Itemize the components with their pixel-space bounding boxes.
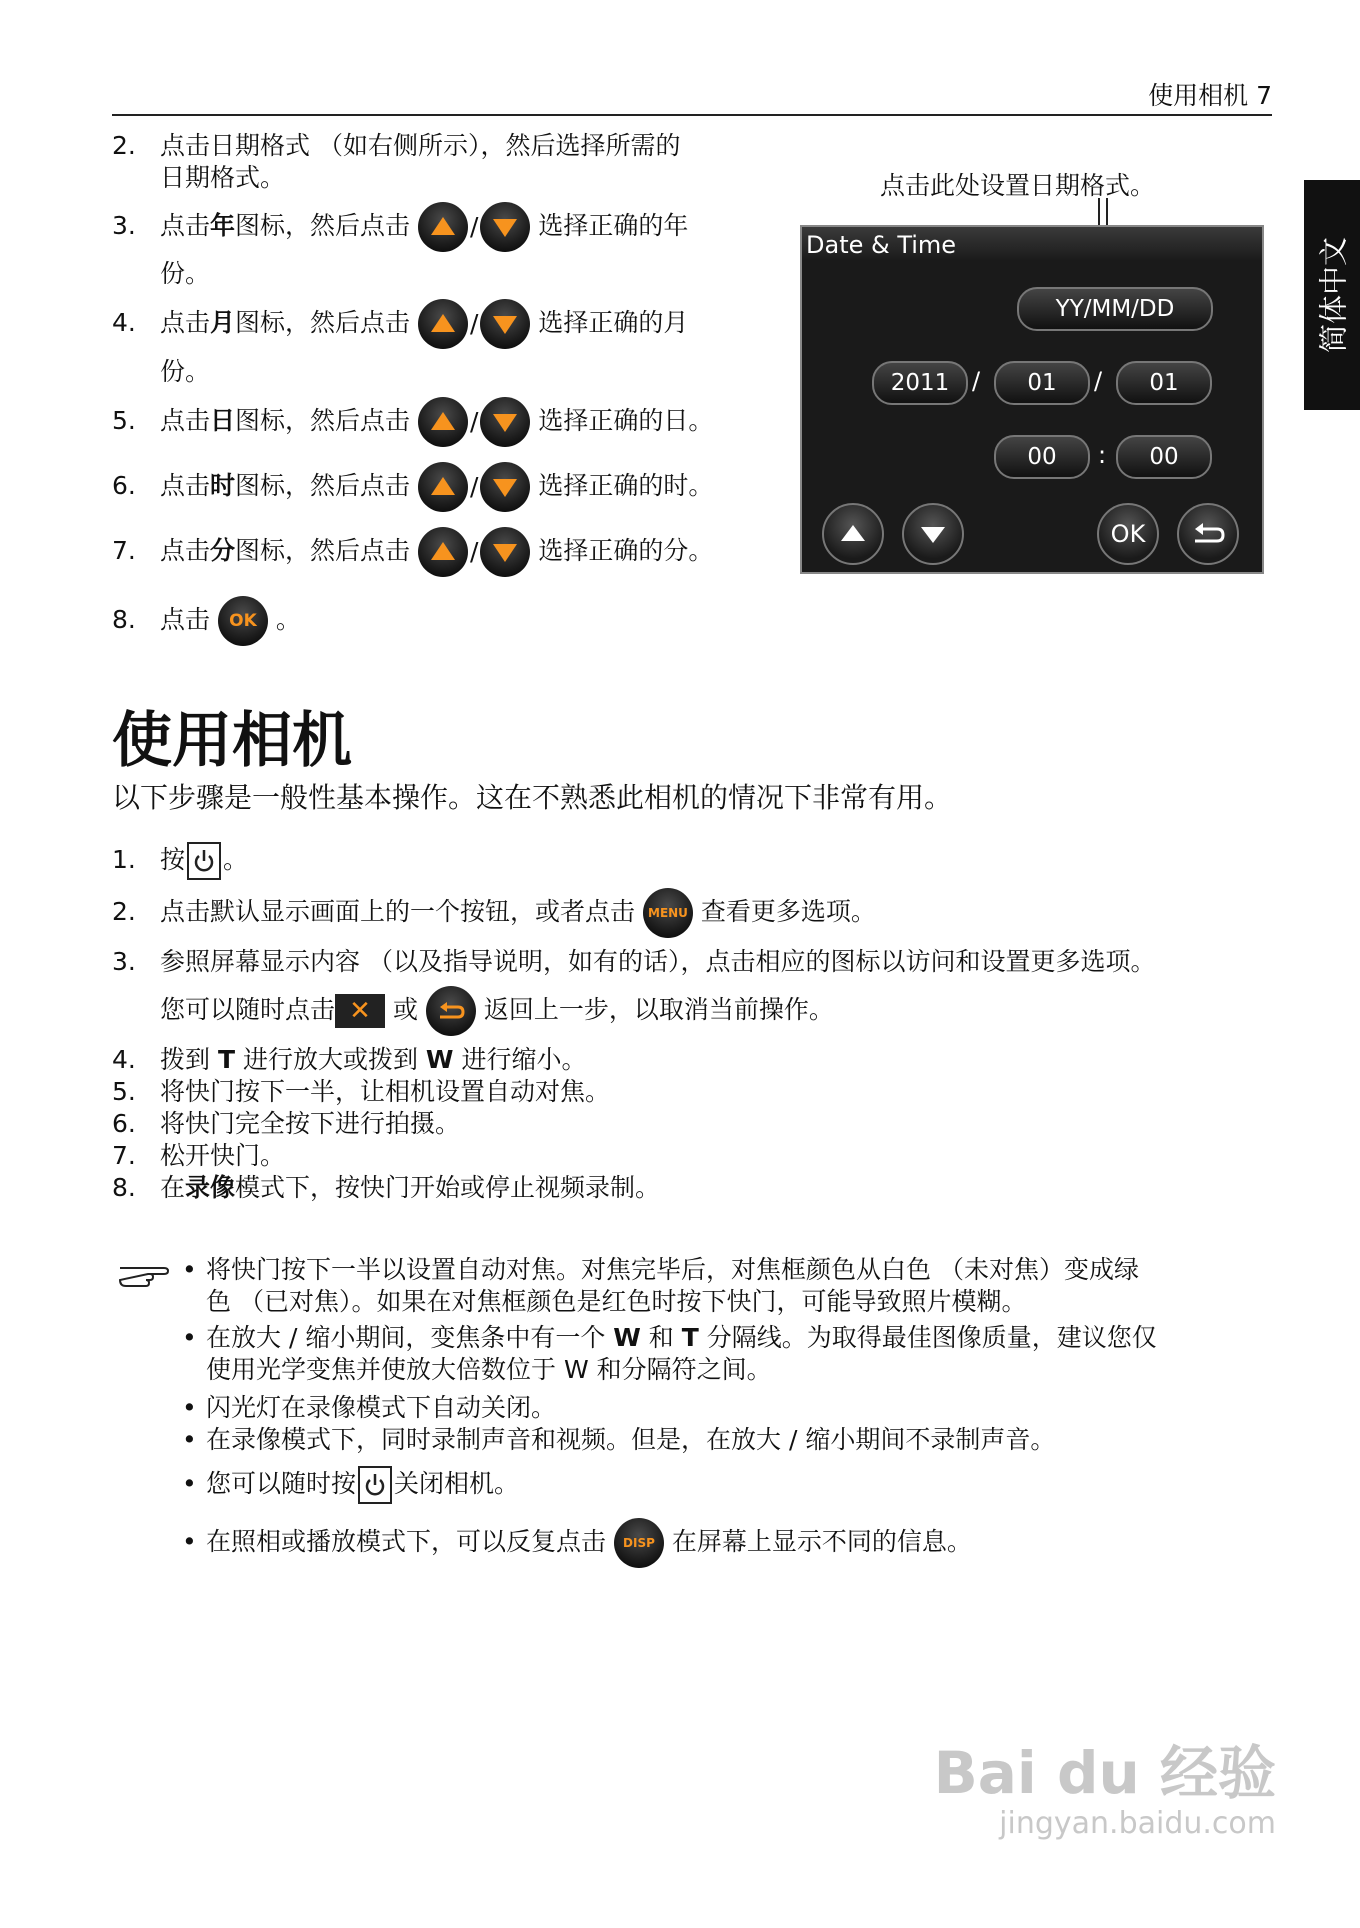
step-number: 3. (112, 211, 136, 240)
minute-button[interactable]: 00 (1116, 435, 1212, 479)
note-text: 使用光学变焦并使放大倍数位于 W 和分隔符之间。 (206, 1355, 772, 1384)
step-text: 点击月图标，然后点击 / 选择正确的月 (160, 297, 688, 350)
watermark (934, 1740, 1276, 1842)
date-separator: / (1094, 367, 1103, 395)
day-button[interactable]: 01 (1116, 361, 1212, 405)
up-arrow-icon (418, 299, 468, 349)
up-arrow-icon (418, 462, 468, 512)
note-text: 在录像模式下，同时录制声音和视频。但是，在放大 / 缩小期间不录制声音。 (206, 1425, 1056, 1454)
page-header (112, 76, 1272, 116)
disp-button-icon: DISP (614, 1518, 664, 1568)
down-arrow-icon (480, 202, 530, 252)
header-title: 使用相机 7 (1148, 81, 1272, 110)
back-button[interactable] (1177, 503, 1239, 565)
step-text: 点击日期格式 （如右侧所示），然后选择所需的 (160, 131, 681, 160)
down-button[interactable] (902, 503, 964, 565)
step-text: 点击分图标，然后点击 / 选择正确的分。 (160, 525, 713, 578)
ok-button-icon: OK (218, 596, 268, 646)
step-number: 2. (112, 897, 136, 926)
step-number: 6. (112, 1109, 136, 1138)
step-text: 在录像模式下，按快门开始或停止视频录制。 (160, 1173, 661, 1202)
step-number: 2. (112, 131, 136, 160)
up-arrow-icon (418, 397, 468, 447)
step-number: 4. (112, 1045, 136, 1074)
down-arrow-icon (904, 505, 962, 563)
step-text: 点击默认显示画面上的一个按钮，或者点击 MENU 查看更多选项。 (160, 886, 876, 938)
close-icon: ✕ (335, 994, 385, 1028)
hour-button[interactable]: 00 (994, 435, 1090, 479)
up-arrow-icon (418, 202, 468, 252)
note-text: 闪光灯在录像模式下自动关闭。 (206, 1393, 557, 1422)
step-number: 6. (112, 471, 136, 500)
return-arrow-icon (1179, 505, 1237, 563)
step-number: 4. (112, 308, 136, 337)
note-text: 在照相或播放模式下，可以反复点击 DISP 在屏幕上显示不同的信息。 (206, 1516, 972, 1568)
month-button[interactable]: 01 (994, 361, 1090, 405)
section-intro: 以下步骤是一般性基本操作。这在不熟悉此相机的情况下非常有用。 (112, 781, 953, 814)
power-icon (187, 842, 221, 880)
watermark-url: jingyan.baidu.com (999, 1806, 1276, 1841)
step-text: 点击时图标，然后点击 / 选择正确的时。 (160, 460, 713, 513)
step-number: 8. (112, 605, 136, 634)
ok-button[interactable]: OK (1097, 503, 1159, 565)
step-text: 按 。 (160, 840, 248, 880)
step-text: 份。 (160, 357, 211, 386)
note-text: 将快门按下一半以设置自动对焦。对焦完毕后，对焦框颜色从白色 （未对焦）变成绿 (206, 1255, 1139, 1284)
date-format-button[interactable]: YY/MM/DD (1017, 287, 1213, 331)
watermark-brand: Bai du 经验 (933, 1739, 1276, 1807)
step-text: 份。 (160, 259, 211, 288)
date-time-screen (800, 225, 1264, 574)
date-separator: / (972, 367, 981, 395)
step-text: 点击日图标，然后点击 / 选择正确的日。 (160, 395, 713, 448)
step-text: 您可以随时点击 ✕ 或 返回上一步，以取消当前操作。 (160, 984, 834, 1036)
time-separator: : (1098, 441, 1107, 469)
note-text: 色 （已对焦）。如果在对焦框颜色是红色时按下快门，可能导致照片模糊。 (206, 1287, 1027, 1316)
note-text: 在放大 / 缩小期间，变焦条中有一个 W 和 T 分隔线。为取得最佳图像质量，建议您仅 (206, 1323, 1157, 1352)
up-arrow-icon (418, 527, 468, 577)
section-title: 使用相机 (112, 706, 352, 776)
step-number: 5. (112, 1077, 136, 1106)
return-icon (426, 986, 476, 1036)
note-text: 您可以随时按 关闭相机。 (206, 1462, 519, 1506)
down-arrow-icon (480, 397, 530, 447)
step-number: 3. (112, 947, 136, 976)
step-number: 8. (112, 1173, 136, 1202)
language-tab: 简体中文 (1304, 180, 1360, 410)
screen-caption: 点击此处设置日期格式。 (880, 171, 1156, 200)
step-text: 松开快门。 (160, 1141, 286, 1170)
step-number: 7. (112, 536, 136, 565)
step-text: 点击年图标，然后点击 / 选择正确的年 (160, 200, 688, 253)
menu-button-icon: MENU (643, 888, 693, 938)
step-text: 参照屏幕显示内容 （以及指导说明，如有的话），点击相应的图标以访问和设置更多选项。 (160, 947, 1156, 976)
pointing-hand-icon (118, 1258, 170, 1288)
step-text: 将快门完全按下进行拍摄。 (160, 1109, 461, 1138)
up-button[interactable] (822, 503, 884, 565)
step-text: 将快门按下一半，让相机设置自动对焦。 (160, 1077, 611, 1106)
step-text: 点击 OK 。 (160, 594, 301, 646)
step-number: 7. (112, 1141, 136, 1170)
step-number: 1. (112, 845, 136, 874)
step-number: 5. (112, 406, 136, 435)
down-arrow-icon (480, 299, 530, 349)
screen-title: Date & Time (806, 231, 957, 259)
power-icon (358, 1466, 392, 1504)
up-arrow-icon (824, 505, 882, 563)
down-arrow-icon (480, 462, 530, 512)
step-text: 拨到 T 进行放大或拨到 W 进行缩小。 (160, 1045, 587, 1074)
down-arrow-icon (480, 527, 530, 577)
step-text: 日期格式。 (160, 163, 286, 192)
year-button[interactable]: 2011 (872, 361, 968, 405)
